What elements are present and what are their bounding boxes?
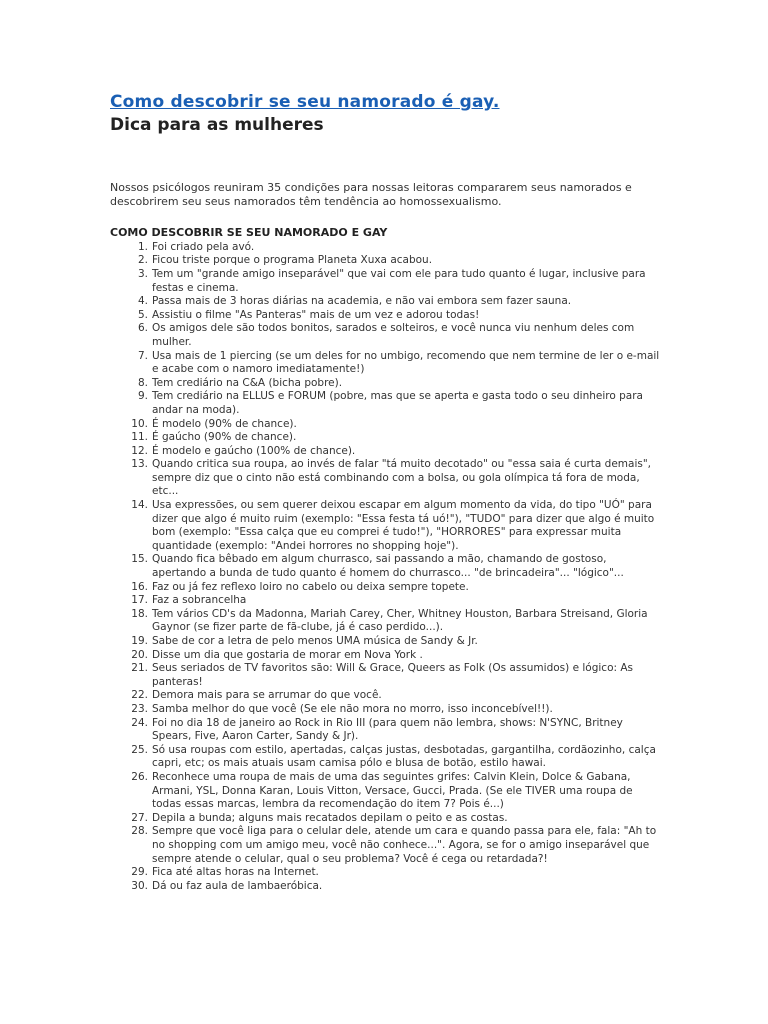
list-item-text: Samba melhor do que você (Se ele não mora no morro, isso inconcebível!!). (152, 702, 553, 715)
list-item (110, 635, 660, 649)
list-item-text: É modelo (90% de chance). (152, 417, 297, 430)
list-item-text: Passa mais de 3 horas diárias na academia, e não vai embora sem fazer sauna. (152, 295, 572, 308)
list-item (110, 309, 660, 323)
list-item-number: 25. (131, 743, 148, 756)
list-item-text: Ficou triste porque o programa Planeta Xuxa acabou. (152, 254, 433, 267)
list-item-number: 22. (131, 689, 148, 702)
list-item-text: Faz ou já fez reflexo loiro no cabelo ou deixa sempre topete. (152, 580, 469, 593)
list-item-text: Reconhece uma roupa de mais de uma das seguintes grifes: Calvin Klein, Dolce & Gabana, Armani, YSL, Donna Karan, Louis Vitton, Versace, Gucci, Prada. (Se ele TIVER uma roupa de todas essas marcas, lembra da recomendação do item 7? Pois é...) (152, 770, 633, 811)
list-item-number: 8. (137, 376, 148, 389)
list-item (110, 812, 660, 826)
list-item (110, 241, 660, 255)
list-item (110, 771, 660, 812)
list-item-number: 24. (131, 716, 148, 729)
list-item (110, 744, 660, 771)
list-item-text: Assistiu o filme "As Panteras" mais de um vez e adorou todas! (152, 308, 480, 321)
list-item-text: Tem um "grande amigo inseparável" que vai com ele para tudo quanto é lugar, inclusive para festas e cinema. (152, 267, 646, 294)
list-item (110, 377, 660, 391)
page-title-link[interactable]: Como descobrir se seu namorado é gay. (110, 92, 500, 112)
list-item (110, 350, 660, 377)
list-item-text: É modelo e gaúcho (100% de chance). (152, 444, 356, 457)
list-item-number: 9. (137, 390, 148, 403)
intro-paragraph: Nossos psicólogos reuniram 35 condições para nossas leitoras compararem seus namorados e descobrirem seu seus namorados têm tendência ao homossexualismo. (110, 181, 632, 208)
list-item-text: Usa mais de 1 piercing (se um deles for no umbigo, recomendo que nem termine de ler o e-mail e acabe com o namoro imediatamente!) (152, 349, 660, 376)
list-item-text: Tem crediário na ELLUS e FORUM (pobre, mas que se aperta e gasta todo o seu dinheiro para andar na moda). (152, 390, 643, 416)
list-item (110, 431, 660, 445)
list-item-text: Fica até altas horas na Internet. (152, 866, 319, 879)
list-item (110, 717, 660, 744)
list-item (110, 268, 660, 295)
condition-list (110, 241, 660, 894)
list-item-number: 6. (137, 322, 148, 335)
list-item-text: Os amigos dele são todos bonitos, sarados e solteiros, e você nunca viu nenhum deles com mulher. (152, 322, 635, 348)
document-page (110, 90, 660, 893)
list-item-number: 12. (131, 444, 148, 457)
list-item-text: Sempre que você liga para o celular dele, atende um cara e quando passa para ele, fala: "Ah to no shopping com um amigo meu, você não conhece...". Agora, se for o amigo inseparável que sempre atende o celular, qual o seu problema? Você é cega ou retardada?! (152, 825, 657, 865)
list-item-text: Quando critica sua roupa, ao invés de falar "tá muito decotado" ou "essa saia é curta demais", sempre diz que o cinto não está combinando com a bolsa, ou gola olímpica tá fora de moda, etc... (152, 458, 652, 498)
list-item-text: Quando fica bêbado em algum churrasco, sai passando a mão, chamando de gostoso, apertando a bunda de tudo quanto é homem do churrasco... "de brincadeira"... "lógico"... (152, 553, 624, 580)
list-item-number: 15. (131, 553, 148, 566)
list-item (110, 458, 660, 499)
list-item-text: Só usa roupas com estilo, apertadas, calças justas, desbotadas, gargantilha, cordãozinho, calça capri, etc; os mais atuais usam camisa pólo e blusa de botão, estilo hawai. (152, 743, 656, 770)
list-item (110, 581, 660, 595)
list-item-number: 4. (137, 295, 148, 308)
list-item (110, 880, 660, 894)
list-item-number: 11. (131, 431, 148, 444)
list-item-number: 2. (137, 254, 148, 267)
list-item-text: Depila a bunda; alguns mais recatados depilam o peito e as costas. (152, 811, 508, 824)
list-item-number: 30. (131, 879, 148, 892)
list-item (110, 825, 660, 866)
list-item-number: 28. (131, 825, 148, 838)
list-item-number: 19. (131, 635, 148, 647)
list-item (110, 254, 660, 268)
list-item-text: Seus seriados de TV favoritos são: Will & Grace, Queers as Folk (Os assumidos) e lógico: As panteras! (152, 662, 634, 688)
list-item (110, 594, 660, 608)
list-item-number: 3. (137, 267, 148, 280)
list-item-number: 1. (137, 240, 148, 253)
list-item-text: Sabe de cor a letra de pelo menos UMA música de Sandy & Jr. (152, 635, 478, 647)
list-item (110, 295, 660, 309)
page-subtitle: Dica para as mulheres (110, 115, 324, 135)
list-item-text: Tem vários CD's da Madonna, Mariah Carey, Cher, Whitney Houston, Barbara Streisand, Gloria Gaynor (se fizer parte de fã-clube, já é caso perdido...). (152, 607, 648, 634)
list-item-number: 13. (131, 458, 148, 471)
list-item-number: 5. (137, 308, 148, 321)
list-item-number: 26. (131, 770, 148, 783)
list-item (110, 662, 660, 689)
list-item (110, 553, 660, 580)
list-item (110, 418, 660, 432)
list-item-number: 27. (131, 811, 148, 824)
list-item-number: 16. (131, 580, 148, 593)
list-item-number: 23. (131, 702, 148, 715)
list-item-number: 7. (137, 349, 148, 362)
list-item (110, 499, 660, 553)
list-item (110, 390, 660, 417)
list-item-text: Foi criado pela avó. (152, 240, 255, 253)
list-item-number: 17. (131, 594, 148, 607)
list-item-number: 10. (131, 417, 148, 430)
list-item (110, 649, 660, 663)
list-item-number: 20. (131, 648, 148, 661)
list-item-number: 29. (131, 866, 148, 879)
list-item-text: É gaúcho (90% de chance). (152, 431, 297, 444)
list-item-number: 21. (131, 662, 148, 675)
list-item-text: Tem crediário na C&A (bicha pobre). (152, 376, 343, 389)
list-item (110, 703, 660, 717)
list-item-number: 14. (131, 499, 148, 512)
list-item (110, 445, 660, 459)
section-heading: COMO DESCOBRIR SE SEU NAMORADO E GAY (110, 226, 388, 240)
list-item (110, 322, 660, 349)
list-item-text: Foi no dia 18 de janeiro ao Rock in Rio III (para quem não lembra, shows: N'SYNC, Britney Spears, Five, Aaron Carter, Sandy & Jr). (152, 716, 623, 743)
list-item-text: Disse um dia que gostaria de morar em Nova York . (152, 648, 423, 661)
list-item-number: 18. (131, 607, 148, 620)
list-item-text: Demora mais para se arrumar do que você. (152, 689, 382, 702)
list-item-text: Dá ou faz aula de lambaeróbica. (152, 879, 323, 892)
list-item (110, 689, 660, 703)
list-item-text: Usa expressões, ou sem querer deixou escapar em algum momento da vida, do tipo "UÓ" para dizer que algo é muito ruim (exemplo: "Essa festa tá uó!"), "TUDO" para dizer que algo é muito bom (exemplo: "Essa calça que eu comprei é tudo!"), "HORRORES" para expressar muita quantidade (exemplo: "Andei horrores no shopping hoje"). (152, 499, 655, 552)
list-item (110, 608, 660, 635)
list-item-text: Faz a sobrancelha (152, 594, 247, 607)
list-item (110, 866, 660, 880)
